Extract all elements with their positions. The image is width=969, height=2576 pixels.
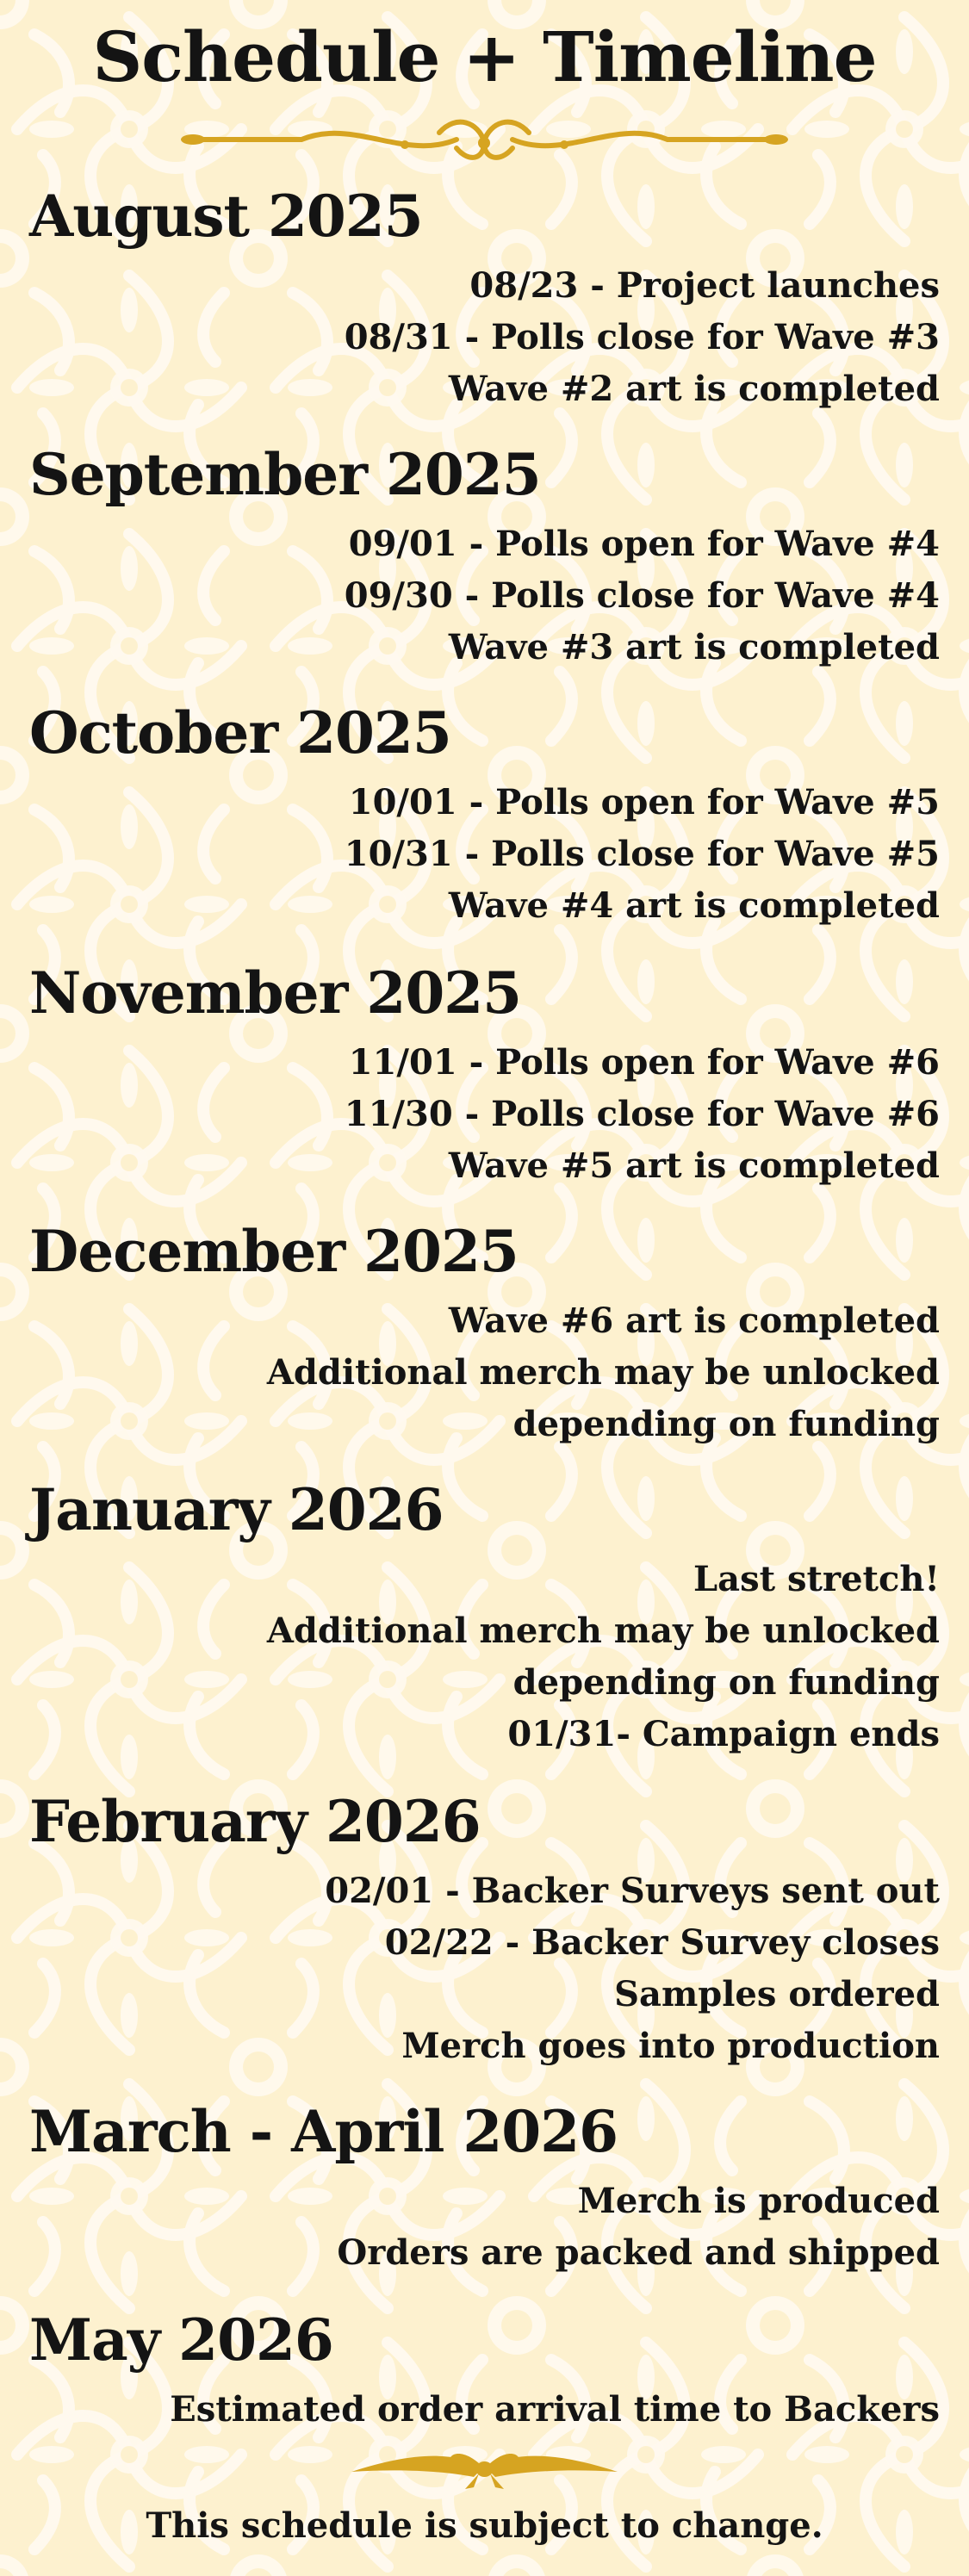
event-item: depending on funding xyxy=(512,1404,940,1444)
month-heading: November 2025 xyxy=(29,959,522,1027)
event-item: Orders are packed and shipped xyxy=(337,2232,940,2273)
month-heading: March - April 2026 xyxy=(29,2098,618,2165)
event-item: 08/31 - Polls close for Wave #3 xyxy=(344,317,940,357)
event-item: 10/01 - Polls open for Wave #5 xyxy=(348,782,940,822)
month-heading: August 2025 xyxy=(29,183,423,250)
event-item: Wave #6 art is completed xyxy=(448,1300,940,1341)
event-list xyxy=(345,1037,940,1192)
month-heading: September 2025 xyxy=(29,441,541,508)
event-item: Wave #4 art is completed xyxy=(448,885,940,926)
event-list xyxy=(170,2384,940,2436)
page-title: Schedule + Timeline xyxy=(92,16,877,97)
event-item: Merch is produced xyxy=(577,2181,940,2221)
event-item: Estimated order arrival time to Backers xyxy=(170,2389,940,2430)
event-item: 11/01 - Polls open for Wave #6 xyxy=(348,1042,940,1083)
event-item: depending on funding xyxy=(512,1662,940,1703)
event-item: Wave #5 art is completed xyxy=(448,1145,940,1186)
month-heading: October 2025 xyxy=(29,699,451,767)
event-item: 09/01 - Polls open for Wave #4 xyxy=(348,524,940,564)
event-list xyxy=(325,1865,940,2072)
event-item: Last stretch! xyxy=(693,1559,940,1599)
event-list xyxy=(267,1295,940,1450)
month-heading: February 2026 xyxy=(29,1788,481,1855)
event-item: Merch goes into production xyxy=(401,2026,940,2066)
event-item: 02/22 - Backer Survey closes xyxy=(384,1922,940,1963)
event-item: 01/31- Campaign ends xyxy=(507,1714,940,1754)
event-list xyxy=(267,1554,940,1760)
event-item: Additional merch may be unlocked xyxy=(266,1352,940,1393)
event-item: 02/01 - Backer Surveys sent out xyxy=(325,1871,940,1911)
event-item: Samples ordered xyxy=(614,1974,940,2014)
ribbon-bow-icon xyxy=(345,2446,624,2489)
month-heading: May 2026 xyxy=(29,2306,333,2374)
disclaimer-footer: This schedule is subject to change. xyxy=(146,2505,823,2546)
event-list xyxy=(345,518,940,673)
event-list xyxy=(345,777,940,932)
event-item: 10/31 - Polls close for Wave #5 xyxy=(344,834,940,874)
event-item: 08/23 - Project launches xyxy=(469,265,940,306)
month-heading: December 2025 xyxy=(29,1218,519,1285)
event-item: Additional merch may be unlocked xyxy=(266,1611,940,1651)
event-item: Wave #2 art is completed xyxy=(448,369,940,409)
event-item: 11/30 - Polls close for Wave #6 xyxy=(344,1094,940,1134)
month-heading: January 2026 xyxy=(29,1476,444,1543)
event-item: Wave #3 art is completed xyxy=(448,627,940,667)
event-list xyxy=(337,2176,940,2279)
event-list xyxy=(345,260,940,415)
ornament-flourish-icon xyxy=(181,114,788,167)
event-item: 09/30 - Polls close for Wave #4 xyxy=(344,575,940,616)
